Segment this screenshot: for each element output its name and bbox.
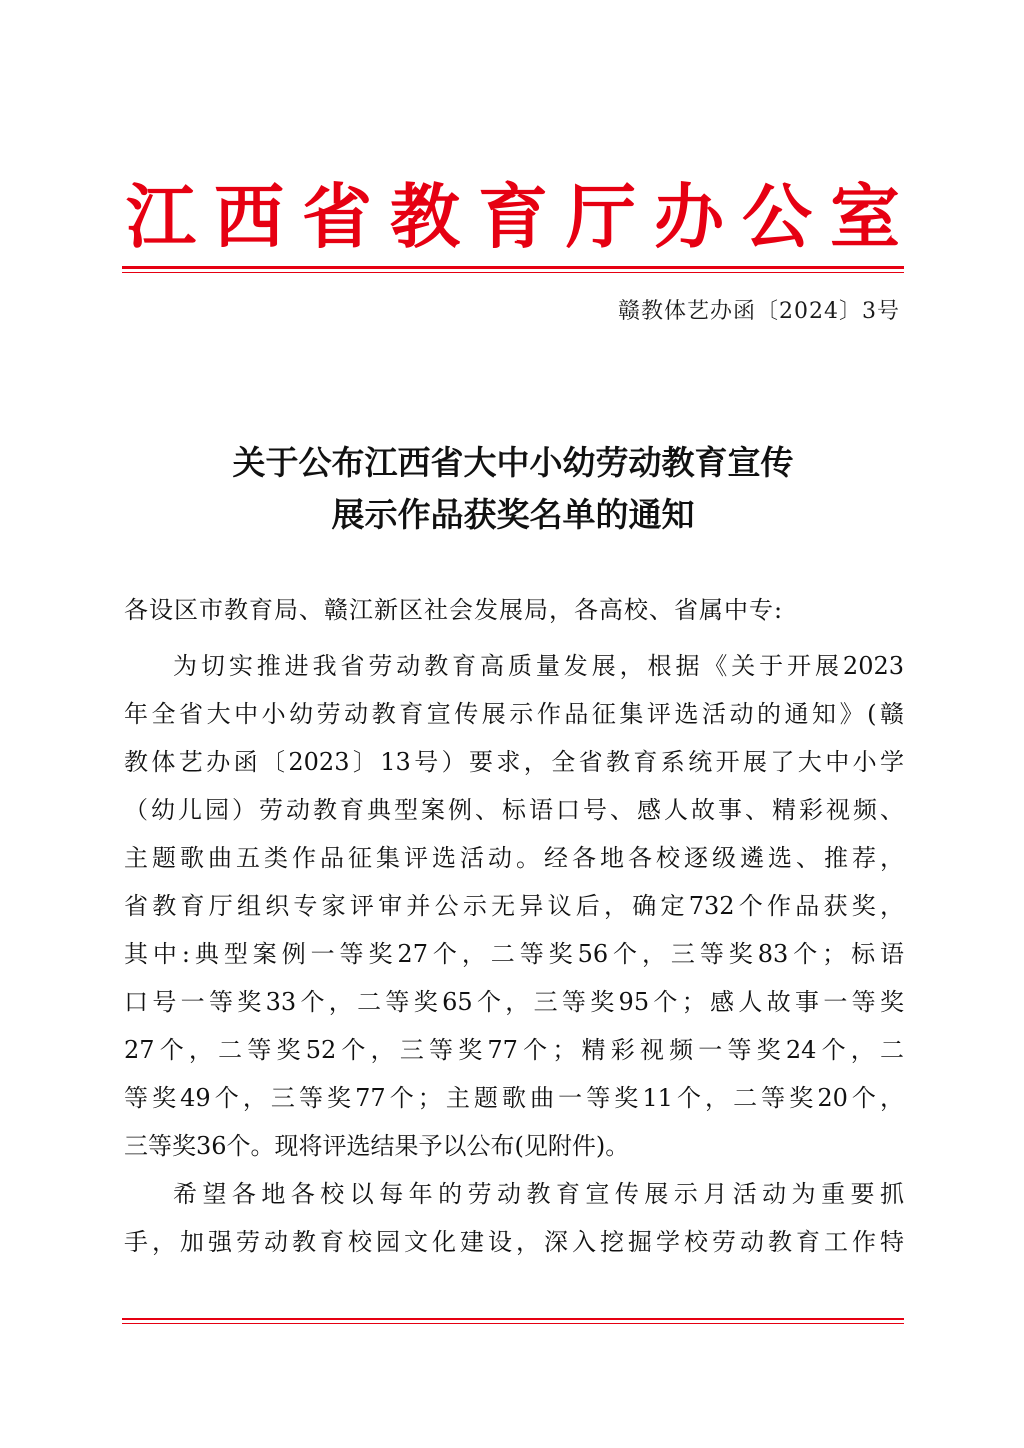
issuing-office-masthead bbox=[122, 175, 904, 258]
body-line: 教体艺办函〔2023〕13号）要求，全省教育系统开展了大中小学 bbox=[124, 748, 904, 776]
body-line: 其中:典型案例一等奖27个，二等奖56个，三等奖83个；标语 bbox=[124, 940, 904, 968]
masthead-char: 办 bbox=[654, 175, 724, 258]
masthead-char: 西 bbox=[214, 175, 284, 258]
masthead-char: 育 bbox=[478, 175, 548, 258]
body-line: 为切实推进我省劳动教育高质量发展，根据《关于开展2023 bbox=[173, 652, 904, 680]
masthead-char: 室 bbox=[830, 175, 900, 258]
masthead-char: 江 bbox=[126, 175, 196, 258]
addressee: 各设区市教育局、赣江新区社会发展局，各高校、省属中专: bbox=[124, 596, 784, 624]
masthead-char: 厅 bbox=[566, 175, 636, 258]
body-line: 手，加强劳动教育校园文化建设，深入挖掘学校劳动教育工作特 bbox=[124, 1228, 904, 1256]
body-line: 三等奖36个。现将评选结果予以公布(见附件)。 bbox=[124, 1132, 630, 1160]
title-line: 展示作品获奖名单的通知 bbox=[331, 495, 695, 534]
masthead-char: 省 bbox=[302, 175, 372, 258]
header-red-divider bbox=[122, 266, 904, 269]
title-line: 关于公布江西省大中小幼劳动教育宣传 bbox=[232, 443, 794, 482]
body-line: 年全省大中小幼劳动教育宣传展示作品征集评选活动的通知》(赣 bbox=[124, 700, 904, 728]
masthead-char: 公 bbox=[742, 175, 812, 258]
notice-body bbox=[124, 646, 904, 1270]
body-line: 希望各地各校以每年的劳动教育宣传展示月活动为重要抓 bbox=[173, 1180, 904, 1208]
header-red-divider-thin bbox=[122, 272, 904, 273]
masthead-char: 教 bbox=[390, 175, 460, 258]
body-line: 主题歌曲五类作品征集评选活动。经各地各校逐级遴选、推荐， bbox=[124, 844, 904, 872]
body-line: 等奖49个，三等奖77个；主题歌曲一等奖11个，二等奖20个， bbox=[124, 1084, 904, 1112]
footer-red-divider-thin bbox=[122, 1323, 904, 1324]
body-line: 27个，二等奖52个，三等奖77个；精彩视频一等奖24个，二 bbox=[124, 1036, 904, 1064]
body-line: 省教育厅组织专家评审并公示无异议后，确定732个作品获奖， bbox=[124, 892, 904, 920]
footer-red-divider bbox=[122, 1318, 904, 1320]
body-line: （幼儿园）劳动教育典型案例、标语口号、感人故事、精彩视频、 bbox=[124, 796, 904, 824]
document-number: 赣教体艺办函〔2024〕3号 bbox=[618, 299, 900, 324]
notice-title bbox=[122, 437, 904, 541]
body-line: 口号一等奖33个，二等奖65个，三等奖95个；感人故事一等奖 bbox=[124, 988, 904, 1016]
